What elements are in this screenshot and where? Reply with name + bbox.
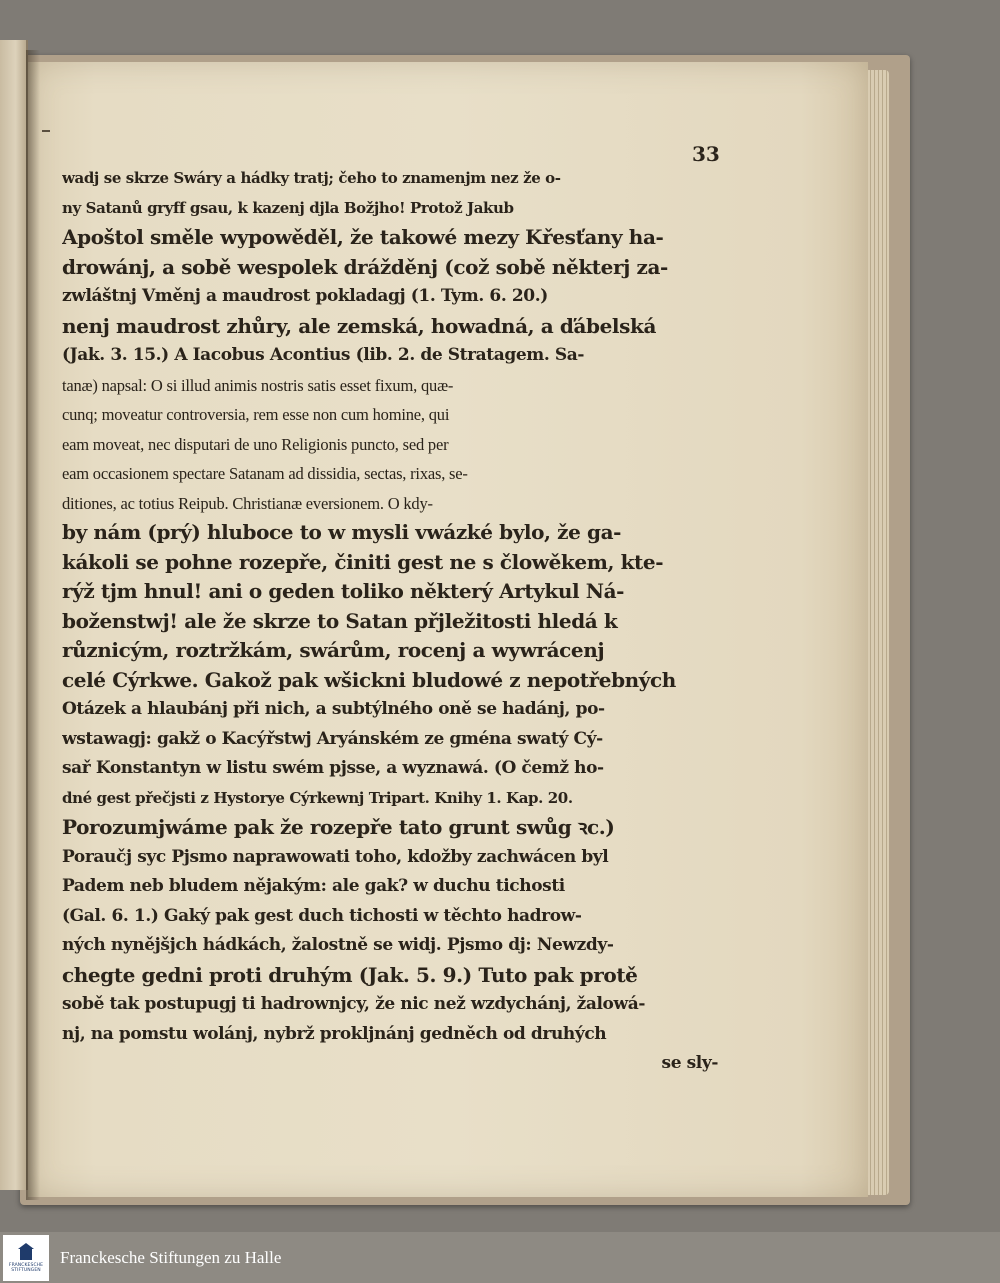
text-line: wstawagj: gakž o Kacýřstwj Aryánském ze gména swatý Cý- <box>62 728 603 749</box>
text-line: chegte gedni proti druhým (Jak. 5. 9.) Tuto pak protě <box>62 962 638 987</box>
footer-bar <box>0 1232 1000 1283</box>
text-line: ných nynějšjch hádkách, žalostně se widj. Pjsmo dj: Newzdy- <box>62 935 614 955</box>
page-text <box>62 164 722 1079</box>
text-line: sař Konstantyn w listu swém pjsse, a wyznawá. (O čemž ho- <box>62 758 604 778</box>
text-line: nj, na pomstu wolánj, nybrž prokljnánj gedněch od druhých <box>62 1023 607 1044</box>
text-line: drowánj, a sobě wespolek drážděnj (což sobě některj za- <box>62 254 668 279</box>
text-line: Apoštol směle wypowěděl, že takowé mezy Křesťany ha- <box>62 225 664 249</box>
page-number: 33 <box>692 142 720 166</box>
text-line: boženstwj! ale že skrze to Satan přjležitosti hledá k <box>62 608 618 633</box>
text-line: rýž tjm hnul! ani o geden toliko některý Artykul Ná- <box>62 579 625 603</box>
institution-logo[interactable] <box>3 1235 49 1281</box>
text-line: ditiones, ac totius Reipub. Christianæ eversionem. O kdy- <box>62 493 433 513</box>
text-line: nenj maudrost zhůry, ale zemská, howadná, a ďábelská <box>62 313 657 338</box>
text-line: zwláštnj Vměnj a maudrost pokladagj (1. Tym. 6. 20.) <box>62 286 548 306</box>
text-line: Porozumjwáme pak že rozepře tato grunt swůg ꝛc.) <box>62 815 615 839</box>
text-line: (Gal. 6. 1.) Gaký pak gest duch tichosti w těchto hadrow- <box>62 905 582 926</box>
spine-shadow <box>26 50 40 1200</box>
text-line: Padem neb bludem nějakým: ale gak? w duchu tichosti <box>62 876 565 896</box>
text-line: dné gest přečjsti z Hystorye Cýrkewnj Tripart. Knihy 1. Kap. 20. <box>62 788 573 807</box>
text-line: eam moveat, nec disputari de uno Religionis puncto, sed per <box>62 434 449 454</box>
text-line: se sly- <box>661 1053 718 1073</box>
footer-title: Franckesche Stiftungen zu Halle <box>60 1247 282 1267</box>
text-line: kákoli se pohne rozepře, činiti gest ne s člowěkem, kte- <box>62 549 664 574</box>
text-line: různicým, roztržkám, swárům, rocenj a wywrácenj <box>62 638 605 662</box>
text-line: eam occasionem spectare Satanam ad dissidia, sectas, rixas, se- <box>62 464 468 483</box>
building-icon <box>16 1243 36 1261</box>
text-line: celé Cýrkwe. Gakož pak wšickni bludowé z nepotřebných <box>62 667 676 692</box>
text-line: Poraučj syc Pjsmo naprawowati toho, kdožby zachwácen byl <box>62 846 609 867</box>
text-line: tanæ) napsal: O si illud animis nostris satis esset fixum, quæ- <box>62 375 454 395</box>
text-line: by nám (prý) hluboce to w mysli vwázké bylo, že ga- <box>62 520 622 544</box>
text-line: ny Satanů gryff gsau, k kazenj djla Božjho! Protož Jakub <box>62 198 514 217</box>
text-line: wadj se skrze Swáry a hádky tratj; čeho to znamenjm nez že o- <box>62 169 561 187</box>
left-facing-page <box>0 40 28 1190</box>
text-line: (Jak. 3. 15.) A Iacobus Acontius (lib. 2. de Stratagem. Sa- <box>62 345 585 365</box>
text-line: Otázek a hlaubánj při nich, a subtýlného oně se hadánj, po- <box>62 699 605 719</box>
margin-mark <box>42 130 50 132</box>
text-line: sobě tak postupugj ti hadrownjcy, že nic než wzdychánj, žalowá- <box>62 994 645 1014</box>
logo-text: FRANCKESCHE STIFTUNGEN <box>8 1262 44 1273</box>
text-line: cunq; moveatur controversia, rem esse non cum homine, qui <box>62 405 450 424</box>
